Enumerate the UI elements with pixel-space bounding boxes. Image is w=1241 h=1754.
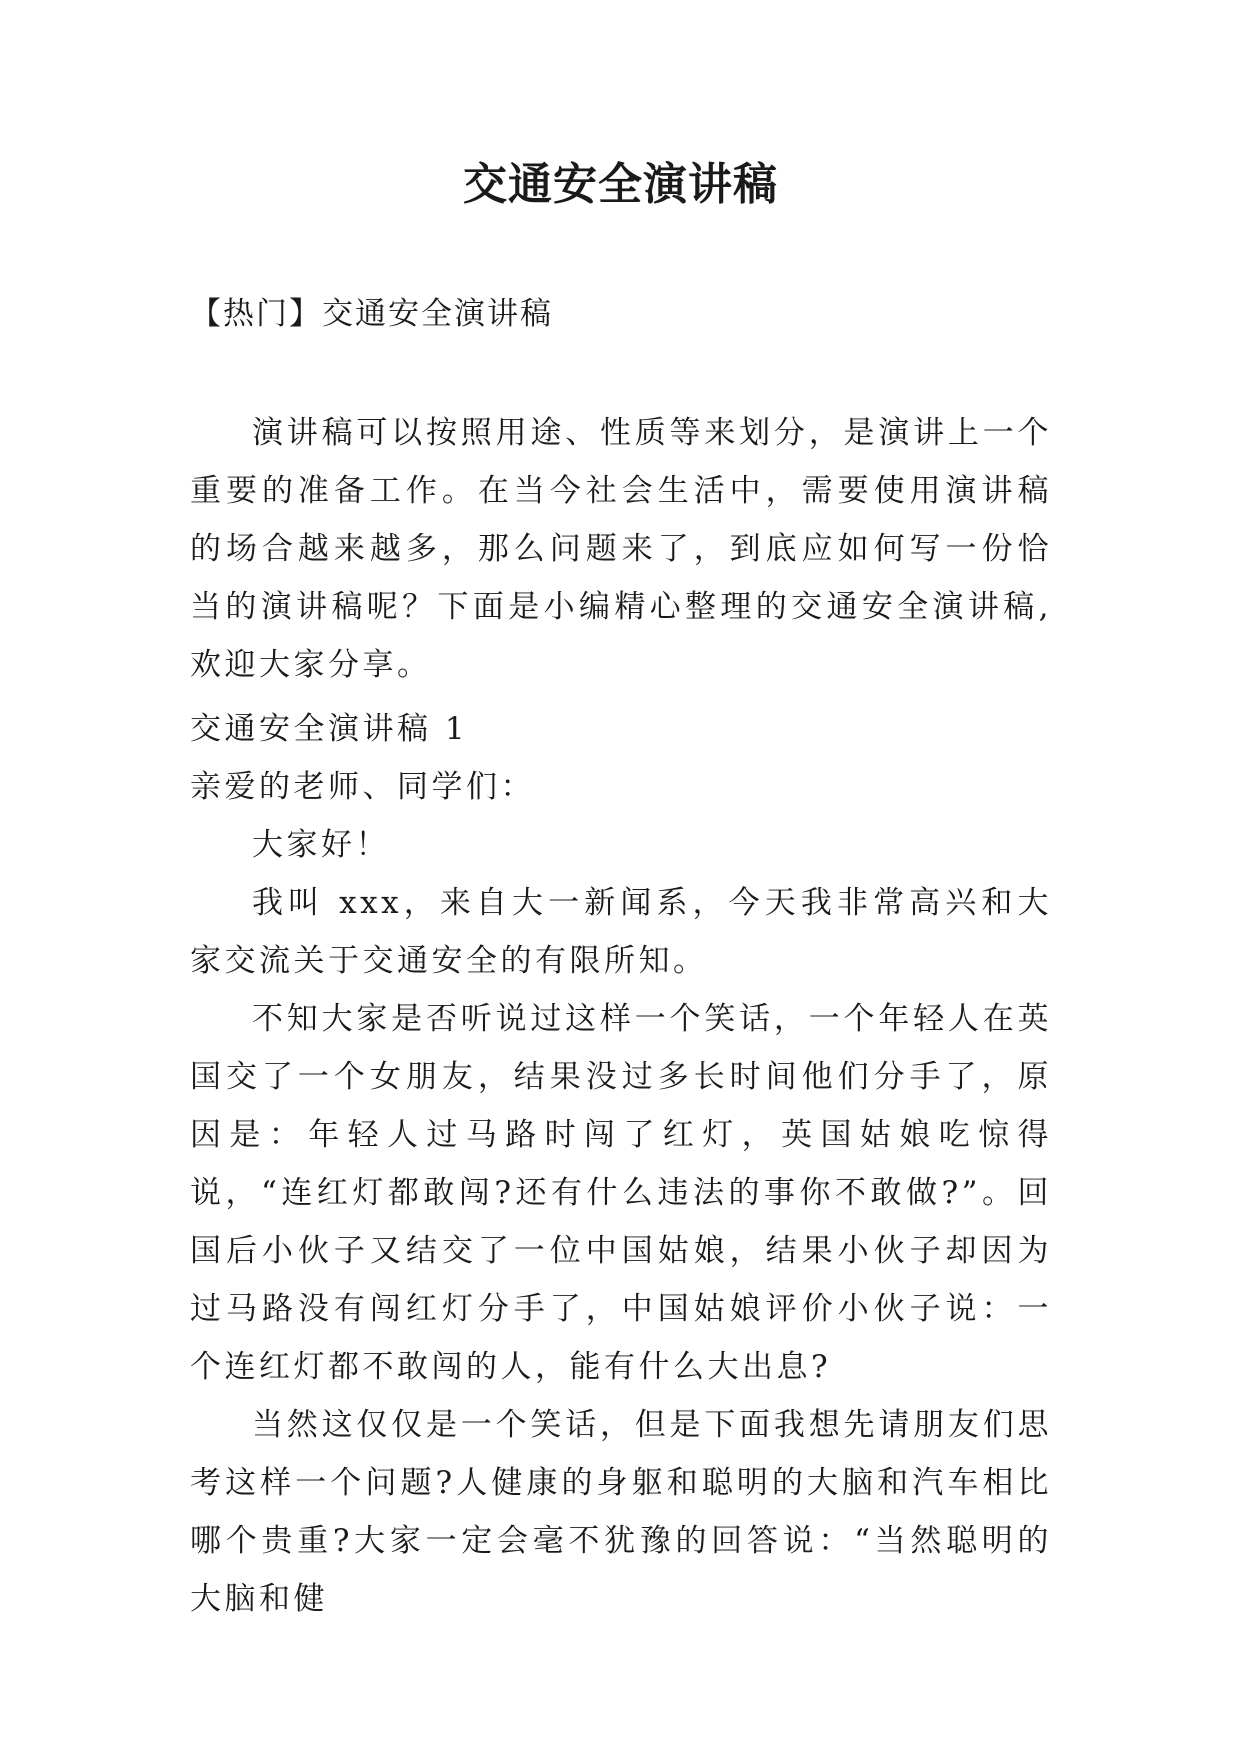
body-paragraph: 我叫 xxx，来自大一新闻系，今天我非常高兴和大家交流关于交通安全的有限所知。 xyxy=(190,885,1052,979)
speech-section xyxy=(190,700,1052,1628)
intro-paragraph: 演讲稿可以按照用途、性质等来划分，是演讲上一个重要的准备工作。在当今社会生活中，需要使用演讲稿的场合越来越多，那么问题来了，到底应如何写一份恰当的演讲稿呢？下面是小编精心整理的交通安全演讲稿,欢迎大家分享。 xyxy=(190,415,1052,683)
greeting: 大家好！ xyxy=(252,827,390,863)
document-subtitle: 【热门】交通安全演讲稿 xyxy=(190,296,553,332)
body-paragraph: 不知大家是否听说过这样一个笑话，一个年轻人在英国交了一个女朋友，结果没过多长时间他们分手了，原因是：年轻人过马路时闯了红灯，英国姑娘吃惊得说，“连红灯都敢闯?还有什么违法的事你不敢做?”。回国后小伙子又结交了一位中国姑娘，结果小伙子却因为过马路没有闯红灯分手了，中国姑娘评价小伙子说：一个连红灯都不敢闯的人，能有什么大出息? xyxy=(190,1001,1052,1385)
document-title: 交通安全演讲稿 xyxy=(463,159,778,210)
body-paragraph: 当然这仅仅是一个笑话，但是下面我想先请朋友们思考这样一个问题?人健康的身躯和聪明的大脑和汽车相比哪个贵重?大家一定会毫不犹豫的回答说：“当然聪明的大脑和健 xyxy=(190,1407,1052,1617)
salutation: 亲爱的老师、同学们： xyxy=(190,769,535,805)
intro-section xyxy=(190,404,1052,694)
section-heading: 交通安全演讲稿 1 xyxy=(190,711,469,747)
